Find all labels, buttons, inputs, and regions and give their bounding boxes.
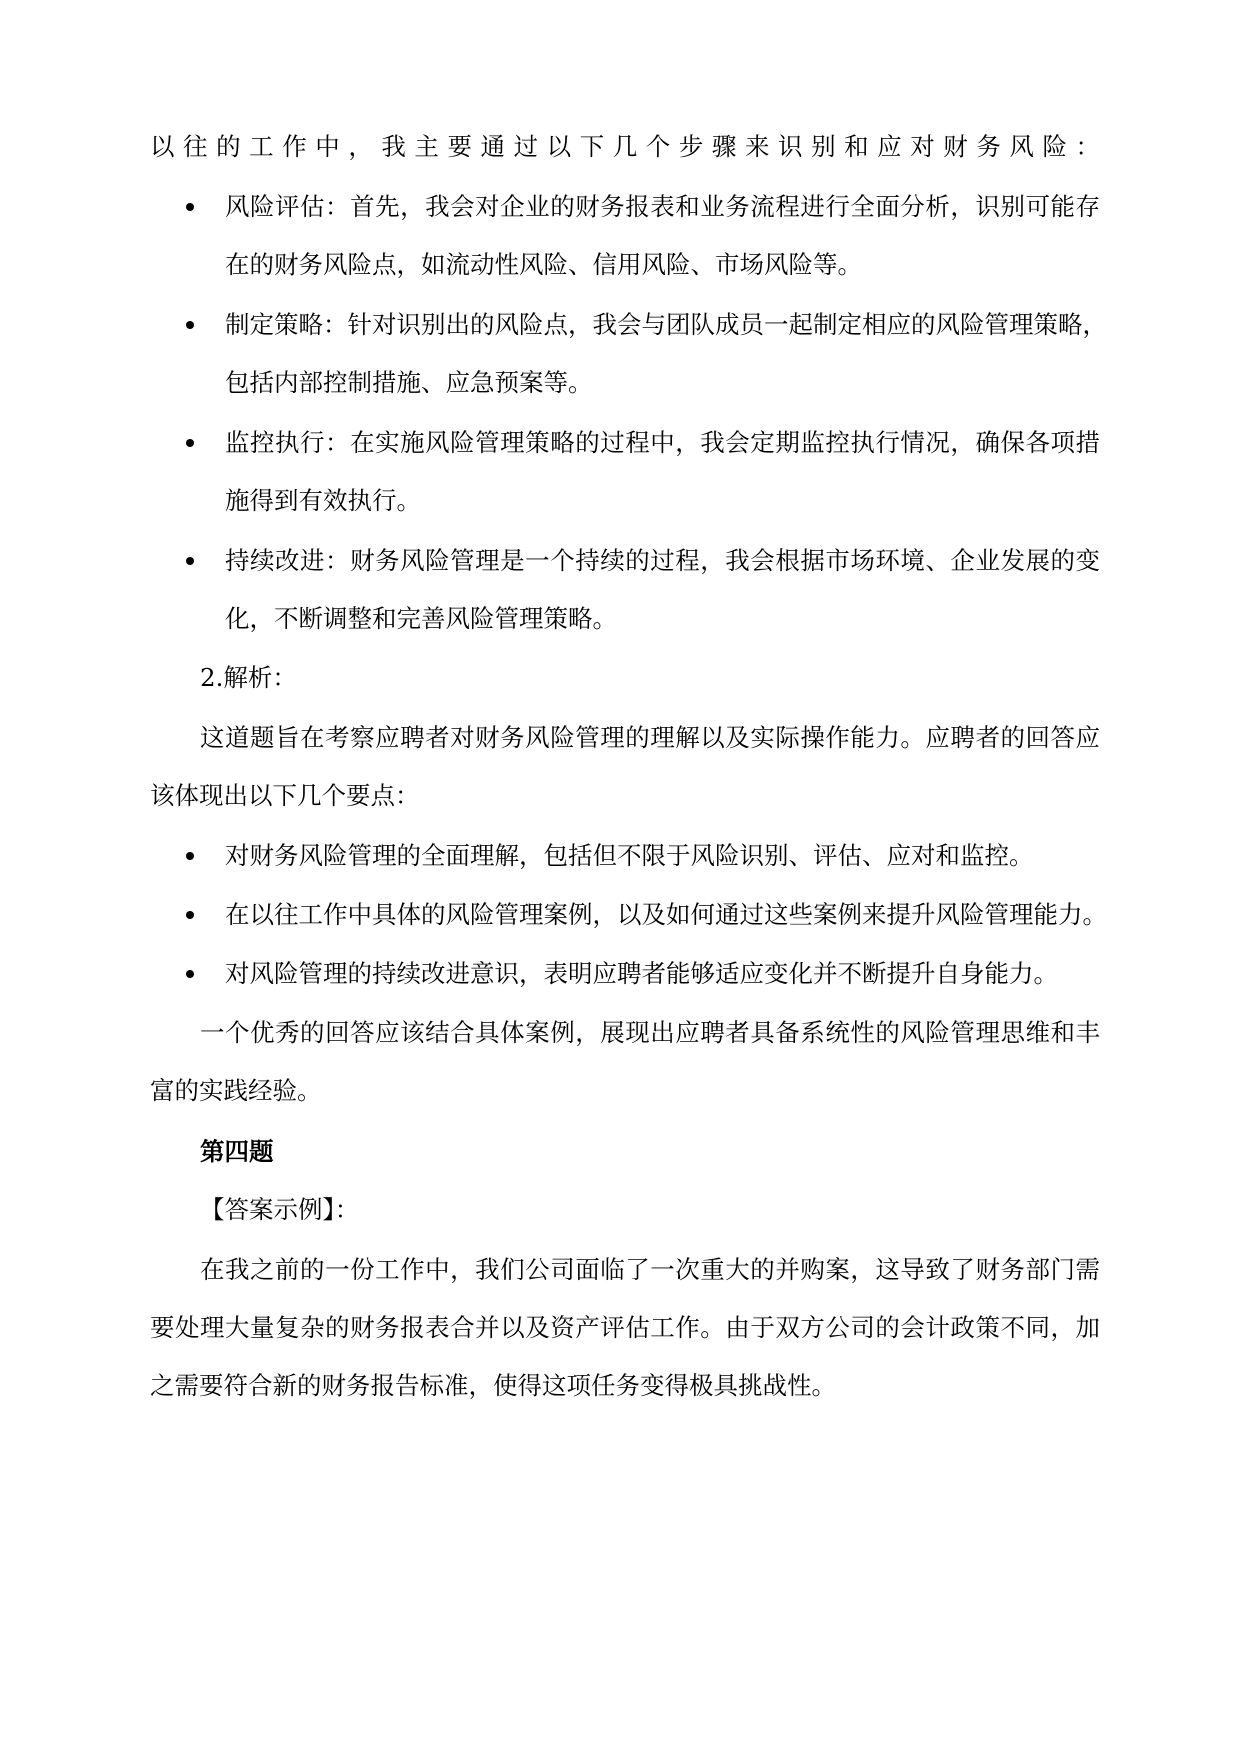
bullet-dot: [186, 852, 194, 860]
step-2-line-1: 制定策略：针对识别出的风险点，我会与团队成员一起制定相应的风险管理策略，: [225, 310, 1107, 339]
step-2-line-2: 包括内部控制措施、应急预案等。: [225, 368, 593, 397]
answer-line-1: 在我之前的一份工作中，我们公司面临了一次重大的并购案，这导致了财务部门需: [200, 1255, 1100, 1284]
summary-line-2: 富的实践经验。: [150, 1076, 322, 1105]
intro-line: 以往的工作中，我主要通过以下几个步骤来识别和应对财务风险：: [150, 132, 1100, 161]
analysis-line-1: 这道题旨在考察应聘者对财务风险管理的理解以及实际操作能力。应聘者的回答应: [200, 723, 1100, 752]
key-point-3: 对风险管理的持续改进意识，表明应聘者能够适应变化并不断提升自身能力。: [225, 959, 1058, 988]
step-4-line-1: 持续改进：财务风险管理是一个持续的过程，我会根据市场环境、企业发展的变: [225, 546, 1100, 575]
bullet-dot: [186, 439, 194, 447]
bullet-dot: [186, 557, 194, 565]
answer-line-2: 要处理大量复杂的财务报表合并以及资产评估工作。由于双方公司的会计政策不同，加: [150, 1313, 1100, 1342]
summary-line-1: 一个优秀的回答应该结合具体案例，展现出应聘者具备系统性的风险管理思维和丰: [200, 1018, 1100, 1047]
answer-line-3: 之需要符合新的财务报告标准，使得这项任务变得极具挑战性。: [150, 1371, 836, 1400]
bullet-dot: [186, 203, 194, 211]
question-heading: 第四题: [200, 1137, 274, 1166]
analysis-line-2: 该体现出以下几个要点：: [150, 781, 420, 810]
analysis-label: 2.解析：: [200, 663, 297, 692]
step-4-line-2: 化，不断调整和完善风险管理策略。: [225, 604, 617, 633]
key-point-2: 在以往工作中具体的风险管理案例，以及如何通过这些案例来提升风险管理能力。: [225, 900, 1107, 929]
bullet-dot: [186, 911, 194, 919]
answer-label: 【答案示例】：: [200, 1195, 360, 1224]
step-3-line-2: 施得到有效执行。: [225, 486, 421, 515]
key-point-1: 对财务风险管理的全面理解，包括但不限于风险识别、评估、应对和监控。: [225, 841, 1034, 870]
bullet-dot: [186, 970, 194, 978]
bullet-dot: [186, 321, 194, 329]
step-1-line-2: 在的财务风险点，如流动性风险、信用风险、市场风险等。: [225, 250, 862, 279]
step-1-line-1: 风险评估：首先，我会对企业的财务报表和业务流程进行全面分析，识别可能存: [225, 192, 1100, 221]
step-3-line-1: 监控执行：在实施风险管理策略的过程中，我会定期监控执行情况，确保各项措: [225, 428, 1100, 457]
